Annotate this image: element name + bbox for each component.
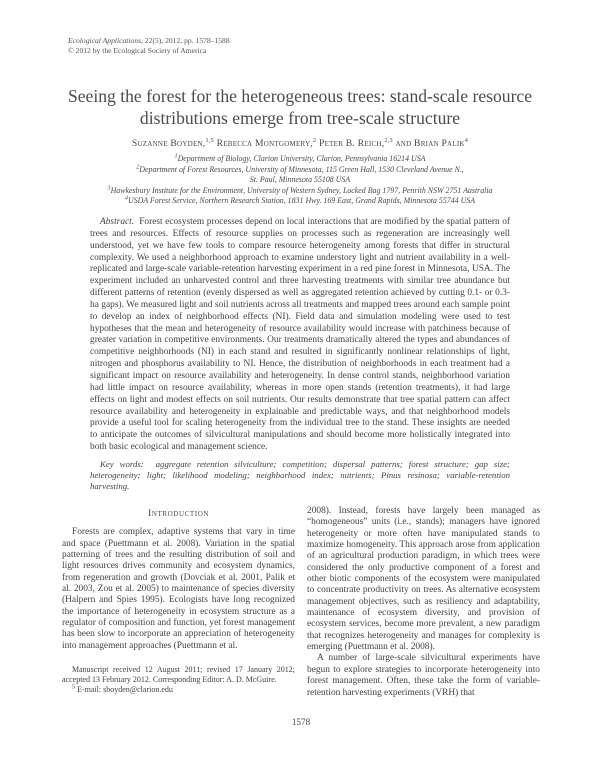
footnote-email-text: E-mail: sboyden@clarion.edu xyxy=(75,684,173,694)
two-column-body xyxy=(62,506,540,699)
abstract-label: Abstract. xyxy=(100,217,135,227)
authors-line xyxy=(30,138,570,149)
keywords-paragraph xyxy=(90,459,510,493)
journal-citation xyxy=(68,36,230,46)
footnote-email-sup: 5 xyxy=(72,683,76,691)
paper-title: Seeing the forest for the heterogeneous trees: stand-scale resource distributions emerge from tree-scale structure xyxy=(67,86,533,128)
affiliation-line: $^2$Department of Forest Resources, University of Minnesota, 115 Green Hall, 1530 Cleveland Avenue N., xyxy=(136,162,464,174)
affiliations-block xyxy=(52,154,548,207)
author-name: and Brian Palik$^4$ xyxy=(395,136,469,149)
footnote-manuscript: Manuscript received 12 August 2011; revised 17 January 2012; accepted 13 February 2012. Corresponding Editor: A. D. McGuire. xyxy=(62,665,295,684)
abstract-paragraph xyxy=(90,217,510,454)
author-name: Suzanne Boyden,$^{1,5}$ xyxy=(131,136,214,149)
author-name: Peter B. Reich,$^{2,3}$ xyxy=(319,136,393,149)
affiliation-line: $^1$Department of Biology, Clarion University, Clarion, Pennsylvania 16214 USA xyxy=(174,152,426,163)
left-column xyxy=(62,506,295,699)
author-name: Rebecca Montgomery,$^2$ xyxy=(216,136,317,149)
intro-paragraph-right-continuation: 2008). Instead, forests have largely been managed as “homogeneous” units (i.e., stands); managers have ignored heterogeneity or more often have manipulated stands to maximize homogeneity. This approach arose from application of an agricultural production paradigm, in which trees were considered the only productive component of a forest and other biotic components of the ecosystem were manipulated to concentrate productivity on trees. As alternative ecosystem management objectives, such as resiliency and adaptability, maintenance of ecosystem diversity, and provision of ecosystem services, become more prevalent, a new paradigm that recognizes heterogeneity and manages for complexity is emerging (Puettmann et al. 2008). xyxy=(307,506,540,653)
section-heading-introduction: Introduction xyxy=(147,508,210,519)
keywords-text: aggregate retention silviculture; competition; dispersal patterns; forest structure; gap size; heterogeneity; light; likelihood modeling; neighborhood index; nutrients; Pinus resinosa; variable-retention harvesting. xyxy=(90,459,510,492)
affiliation-line: $^4$USDA Forest Service, Northern Research Station, 1831 Hwy. 169 East, Grand Rapids, Minnesota 55744 USA xyxy=(124,194,476,206)
footnote-email xyxy=(62,685,295,695)
journal-name: Ecological Applications xyxy=(68,36,142,45)
keywords-label: Key words: xyxy=(100,459,144,469)
journal-citation-rest: , 22(5), 2012, pp. 1578–1588 xyxy=(141,36,230,45)
abstract-text: Forest ecosystem processes depend on local interactions that are modified by the spatial pattern of trees and resources. Effects of resource supplies on processes such as regeneration are increasingly well understood, yet we have few tools to compare resource heterogeneity among forests that differ in structural complexity. We used a neighborhood approach to examine understory light and nutrient availability in a well-replicated and large-scale variable-retention harvesting experiment in a red pine forest in Minnesota, USA. The experiment included an unharvested control and three harvesting treatments with similar tree abundance but different patterns of retention (evenly dispersed as well as aggregated retention achieved by cutting 0.1- or 0.3-ha gaps). We measured light and soil nutrients across all treatments and mapped trees around each sample point to develop an index of neighborhood effects (NI). Field data and simulation modeling were used to test hypotheses that the mean and heterogeneity of resource availability would increase with patchiness because of greater variation in competitive environments. Our treatments dramatically altered the types and abundances of competitive neighborhoods (NI) in each stand and resulted in significantly nonlinear relationships of light, nitrogen and phosphorus availability to NI. Hence, the distribution of neighborhoods in each treatment had a significant impact on resource availability and heterogeneity. In dense control stands, neighborhood variation had little impact on resource availability, whereas in more open stands (retention treatments), it had large effects on light and modest effects on soil nutrients. Our results demonstrate that tree spatial pattern can affect resource availability and heterogeneity in explainable and predictable ways, and that neighborhood models provide a useful tool for scaling heterogeneity from the individual tree to the stand. These insights are needed to anticipate the outcomes of silvicultural manipulations and should become more holistically integrated into both basic ecological and management science. xyxy=(90,217,510,453)
intro-paragraph-right-second: A number of large-scale silvicultural experiments have begun to explore strategies to incorporate heterogeneity into forest management. Often, these take the form of variable-retention harvesting experiments (VRH) that xyxy=(307,653,540,698)
intro-paragraph-left: Forests are complex, adaptive systems that vary in time and space (Puettmann et al. 2008). Variation in the spatial patterning of trees and the resulting distribution of soil and light resources drives community and ecosystem dynamics, from regeneration and growth (Dovciak et al. 2001, Palik et al. 2003, Zou et al. 2005) to maintenance of species diversity (Halpern and Spies 1995). Ecologists have long recognized the importance of heterogeneity in ecosystem structure as a regulator of composition and function, yet forest management has been slow to incorporate an appreciation of heterogeneity into management approaches (Puettmann et al. xyxy=(62,527,295,651)
affiliation-line: St. Paul, Minnesota 55108 USA xyxy=(249,175,351,185)
affiliation-line: $^3$Hawkesbury Institute for the Environment, University of Western Sydney, Locked Bag 1797, Penrith NSW 2751 Australia xyxy=(107,184,493,195)
right-column xyxy=(307,506,540,699)
journal-header xyxy=(68,36,230,55)
footnote-block xyxy=(62,665,295,694)
journal-copyright: © 2012 by the Ecological Society of America xyxy=(68,45,207,55)
page-number: 1578 xyxy=(291,717,311,727)
